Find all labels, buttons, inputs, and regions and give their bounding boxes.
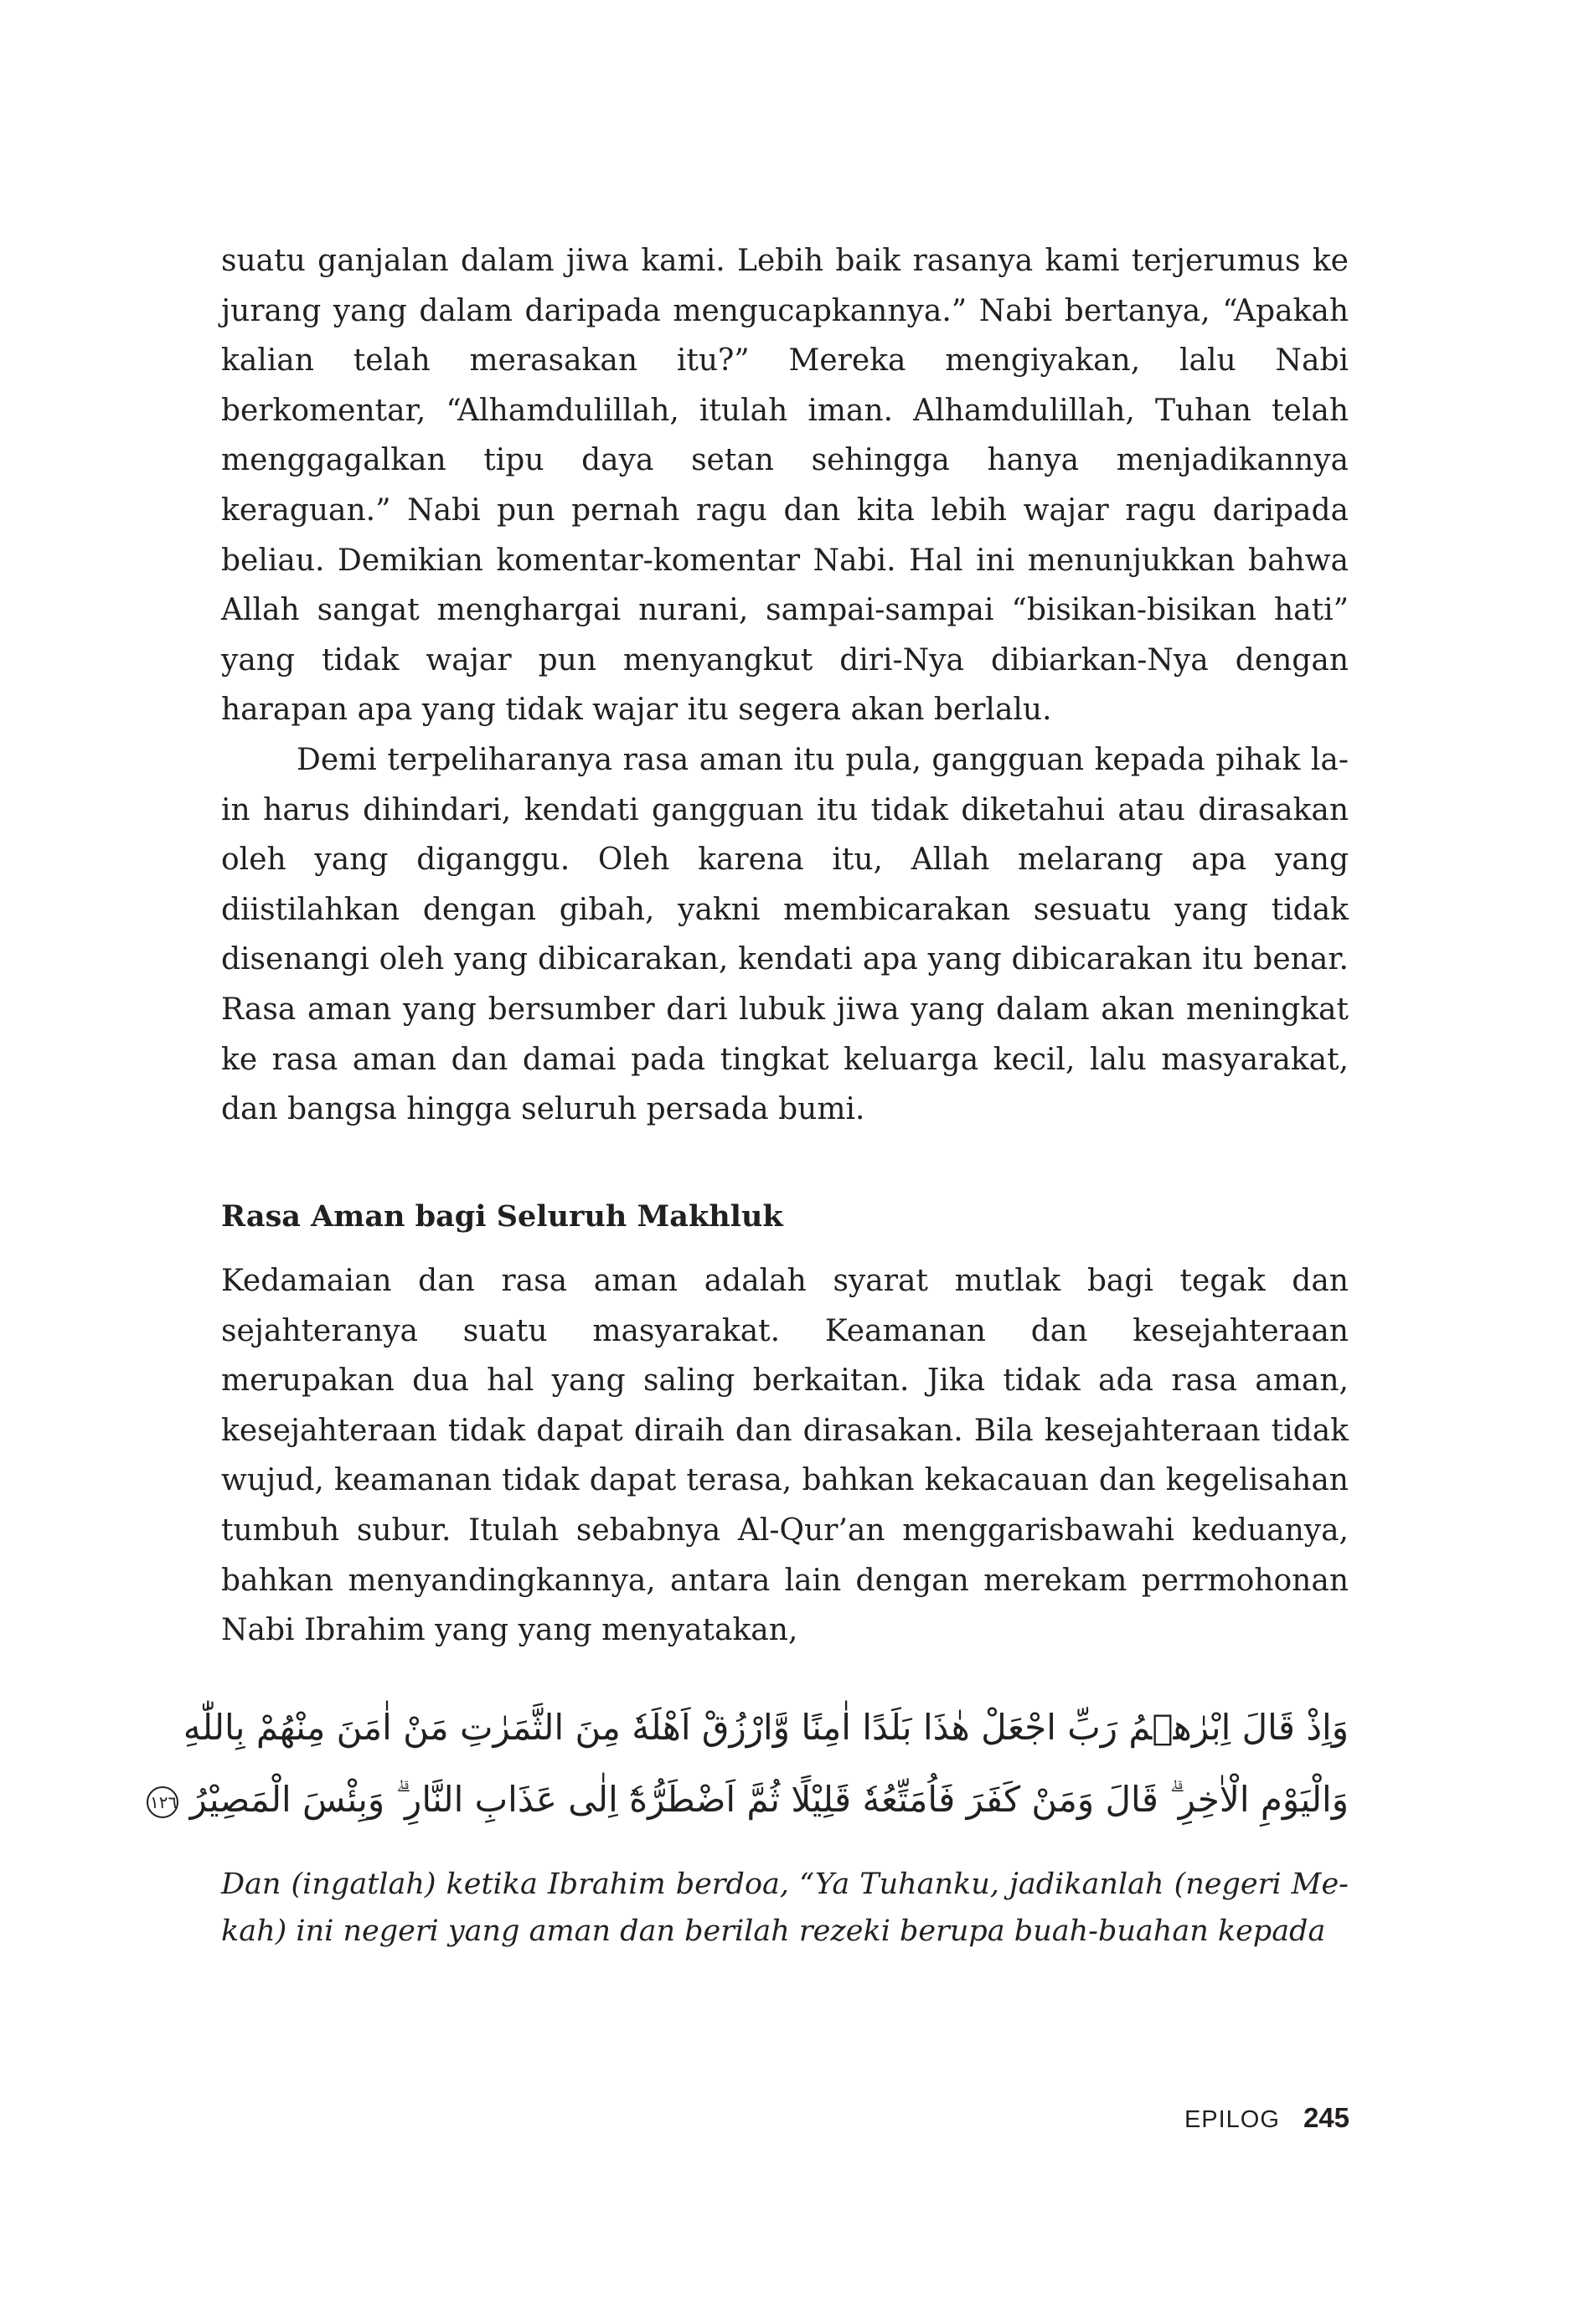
page-number: 245 — [1303, 2102, 1349, 2133]
page-footer — [1184, 2102, 1349, 2134]
section-heading: Rasa Aman bagi Seluruh Makhluk — [221, 1199, 783, 1234]
body-paragraph-2: Demi terpeliharanya rasa aman itu pula, gangguan kepada pihak lain harus dihindari, kendati gangguan itu tidak diketahui atau dirasakan oleh yang diganggu. Oleh karena itu, Allah melarang apa yang diistilahkan dengan gibah, yakni membicarakan sesuatu yang tidak disenangi oleh yang dibicarakan, kendati apa yang dibicarakan itu benar. Rasa aman yang bersumber dari lubuk jiwa yang dalam akan meningkat ke rasa aman dan damai pada tingkat keluarga kecil, lalu masyarakat, dan bangsa hingga seluruh persada bumi. — [221, 742, 1349, 1127]
chapter-label: EPILOG — [1184, 2106, 1280, 2133]
quran-verse-line-1: وَاِذْ قَالَ اِبْرٰهٖمُ رَبِّ اجْعَلْ هٰذَا بَلَدًا اٰمِنًا وَّارْزُقْ اَهْلَهٗ مِنَ الثَّمَرٰتِ مَنْ اٰمَنَ مِنْهُمْ بِاللّٰهِ — [183, 1707, 1349, 1748]
quran-verse-line-2-text: وَالْيَوْمِ الْاٰخِرِ ۗ قَالَ وَمَنْ كَفَرَ فَاُمَتِّعُهٗ قَلِيْلًا ثُمَّ اَضْطَرُّهٗٓ اِلٰى عَذَابِ النَّارِ ۗ وَبِئْسَ الْمَصِيْرُ — [189, 1779, 1349, 1820]
body-paragraph-3: Kedamaian dan rasa aman adalah syarat mutlak bagi tegak dan sejahteranya suatu masyarakat. Keamanan dan kesejahteraan merupakan dua hal yang saling berkaitan. Jika tidak ada rasa aman, kesejahteraan tidak dapat diraih dan dirasakan. Bila kesejahteraan tidak wujud, keamanan tidak dapat terasa, bahkan kekacauan dan kegelisahan tumbuh subur. Itulah sebabnya Al-Qur’an menggarisbawahi keduanya, bahkan menyandingkannya, antara lain dengan merekam perrmohonan Nabi Ibrahim yang yang menyatakan, — [221, 1264, 1349, 1648]
main-text-block — [221, 236, 1349, 1135]
verse-translation: Dan (ingatlah) ketika Ibrahim berdoa, “Ya Tuhanku, jadikanlah (negeri Mekah) ini negeri yang aman dan berilah rezeki berupa buah-buahan kepada — [221, 1868, 1349, 1948]
ayah-number-marker: ١٢٦ — [147, 1786, 178, 1818]
quran-verse-line-2 — [150, 1764, 1349, 1836]
body-paragraph-1: suatu ganjalan dalam jiwa kami. Lebih baik rasanya kami terjerumus ke jurang yang dalam daripada mengucapkannya.” Nabi bertanya, “Apakah kalian telah merasakan itu?” Mereka mengiyakan, lalu Nabi berkomentar, “Alhamdulillah, itulah iman. Alhamdulillah, Tuhan telah menggagalkan tipu daya setan sehingga hanya menjadikannya keraguan.” Nabi pun pernah ragu dan kita lebih wajar ragu daripada beliau. Demikian komentar-komentar Nabi. Hal ini menunjukkan bahwa Allah sangat menghargai nurani, sampai-sampai “bisikan-bisikan hati” yang tidak wajar pun menyangkut diri-Nya dibiarkan-Nya dengan harapan apa yang tidak wajar itu segera akan berlalu. — [221, 244, 1349, 728]
section-text-block — [221, 1256, 1349, 1656]
quran-verse — [150, 1692, 1349, 1836]
